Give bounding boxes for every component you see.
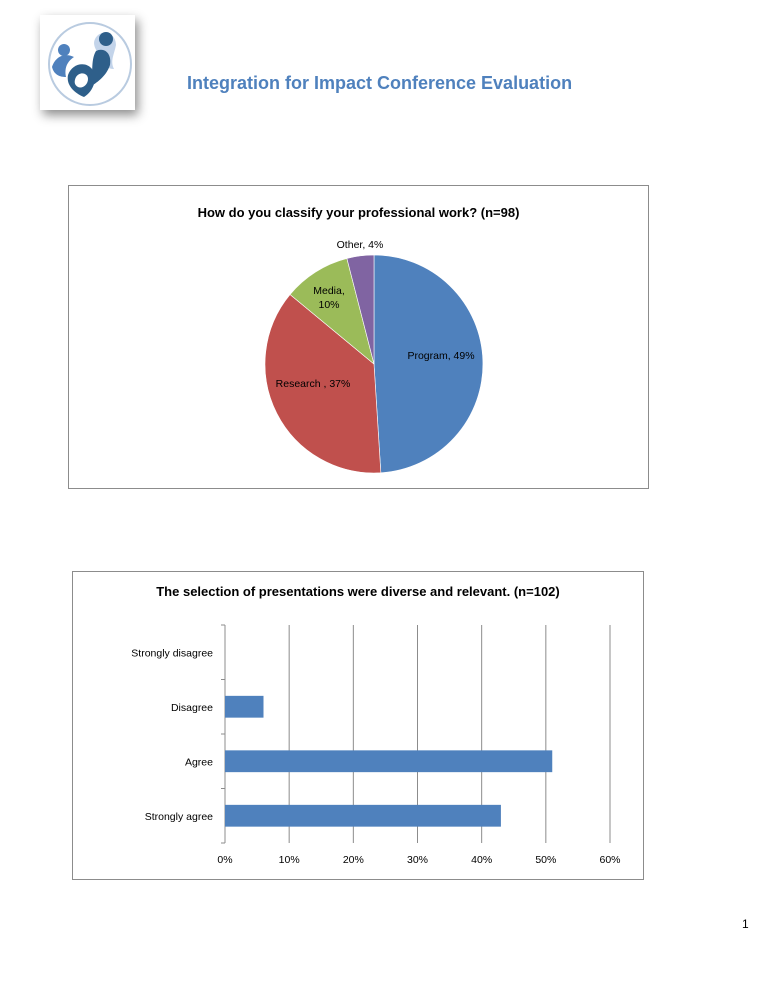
category-label-strongly-agree: Strongly agree (144, 810, 213, 823)
x-tick-label: 40% (471, 854, 493, 866)
pie-label-media: Media, 10% (313, 285, 345, 311)
pie-chart-panel (68, 185, 649, 489)
category-label-disagree: Disagree (170, 701, 213, 714)
page-number: 1 (742, 917, 749, 931)
pie-slice-program (374, 255, 483, 473)
x-tick-label: 30% (406, 854, 429, 866)
bar-chart-panel (72, 571, 644, 880)
document-title: Integration for Impact Conference Evaluation (187, 73, 573, 93)
pie-label-research: Research , 37% (275, 378, 351, 390)
category-label-agree: Agree (184, 756, 213, 769)
bar-strongly-agree (225, 805, 501, 827)
x-tick-label: 10% (278, 854, 300, 866)
organization-logo (40, 15, 135, 110)
x-tick-label: 60% (599, 854, 621, 866)
pie-chart (69, 186, 648, 488)
bar-agree (225, 750, 552, 772)
x-tick-label: 0% (217, 854, 233, 866)
bar-chart-title: The selection of presentations were diverse and relevant. (n=102) (156, 584, 560, 599)
x-tick-label: 20% (342, 854, 364, 866)
pie-label-program: Program, 49% (407, 350, 475, 362)
bar-chart (73, 572, 643, 879)
pie-label-other: Other, 4% (336, 239, 384, 251)
category-label-strongly-disagree: Strongly disagree (131, 647, 213, 660)
x-tick-label: 50% (535, 854, 557, 866)
logo-graphic (40, 15, 135, 110)
pie-chart-title: How do you classify your professional work? (n=98) (197, 205, 520, 220)
bar-disagree (225, 696, 264, 718)
